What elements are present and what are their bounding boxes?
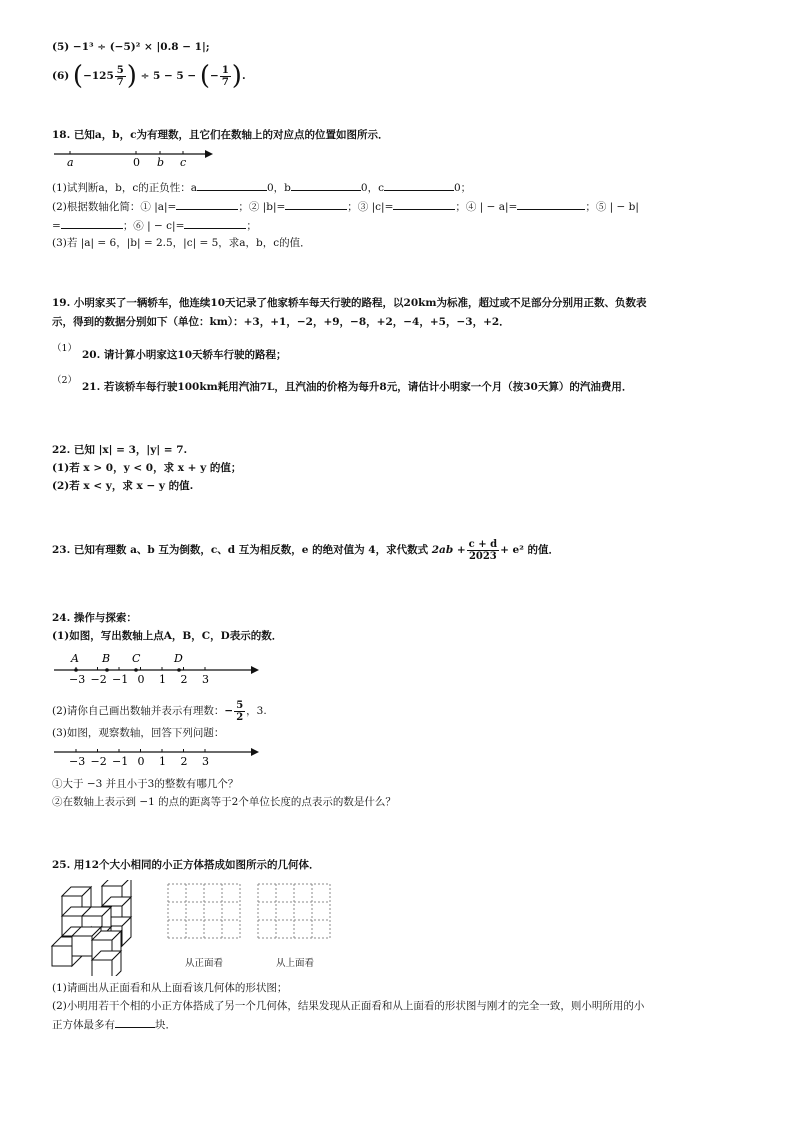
p18-label-a: a	[67, 156, 74, 169]
p17-frac-b: $\frac{1}{7}$	[221, 64, 229, 88]
tick-label: 1	[159, 673, 166, 686]
p18-label-b: b	[157, 156, 165, 169]
p19-sub2-number: （2）	[52, 375, 78, 386]
p17-item5: (5) −1³ ÷ (−5)² × |0.8 − 1|;	[52, 41, 210, 53]
tick-label: −1	[112, 755, 129, 768]
p24-q2: (2)请你自己画出数轴并表示有理数： − $\frac{5}{2}$ ，3.	[52, 699, 267, 723]
p25-top-label: 从上面看	[276, 958, 315, 969]
tick-label: 0	[137, 755, 145, 768]
blank-abs-b[interactable]	[285, 199, 347, 210]
tick-label: −3	[69, 673, 86, 686]
p18-number-line	[50, 144, 220, 170]
p23: 23. 已知有理数 a、b 互为倒数，c、d 互为相反数，e 的绝对值为 4，求代数式 2ab + $\frac{c + d}{2023}$ + e² 的值．	[52, 538, 559, 562]
p24-number-line-blank	[50, 742, 265, 768]
point-label-A: A	[71, 652, 79, 665]
p25-front-view-grid	[166, 880, 244, 944]
p19-line1: 19. 小明家买了一辆轿车，他连续10天记录了他家轿车每天行驶的路程，以20km为标准，超过或不足部分分别用正数、负数表	[52, 297, 647, 309]
p25-title: 25. 用12个大小相同的小正方体搭成如图所示的几何体．	[52, 859, 320, 871]
p24-fraction: $\frac{5}{2}$	[236, 699, 244, 723]
p25-cube-figure	[48, 880, 148, 976]
p17-item6-b: −	[210, 70, 219, 82]
p22-line1: 22. 已知 |x| = 3，|y| = 7.	[52, 444, 188, 456]
tick-label: 2	[180, 755, 188, 768]
blank-abs-neg-c[interactable]	[184, 218, 246, 229]
p17-item6-mid: ÷ 5 − 5 −	[140, 70, 197, 82]
p25-q1: (1)请画出从正面看和从上面看该几何体的形状图；	[52, 982, 288, 994]
p23-fraction: $\frac{c + d}{2023}$	[468, 538, 498, 562]
point-label-B: B	[102, 652, 111, 665]
p18-q3: (3)若 |a| = 6，|b| = 2.5，|c| = 5，求a，b，c的值．	[52, 237, 311, 249]
cube-face	[92, 960, 112, 976]
p25-front-label: 从正面看	[185, 958, 224, 969]
blank-abs-c[interactable]	[393, 199, 455, 210]
point-label-D: D	[174, 652, 183, 665]
cube-face	[72, 936, 92, 956]
tick-label: 0	[137, 673, 145, 686]
p24-q1: (1)如图，写出数轴上点A，B，C，D表示的数．	[52, 630, 283, 642]
point-A	[74, 668, 78, 672]
point-C	[134, 668, 138, 672]
p17-item6-a: −125	[83, 70, 114, 82]
tick-label: −2	[90, 755, 107, 768]
blank-abs-neg-b[interactable]	[61, 218, 123, 229]
blank-max-cubes[interactable]	[115, 1017, 155, 1028]
p25-q2-line1: (2)小明用若干个相的小正方体搭成了另一个几何体，结果发现从正面看和从上面看的形状图与刚才的完全一致，则小明所用的小	[52, 1000, 645, 1012]
point-B	[105, 668, 109, 672]
p22-line3: (2)若 x < y，求 x − y 的值.	[52, 480, 194, 492]
tick-label: −2	[90, 673, 107, 686]
p18-q2-cont: = ；⑥ | − c|= ；	[52, 220, 257, 232]
p25-q2-line2: 正方体最多有 块．	[52, 1019, 176, 1031]
point-label-C: C	[132, 652, 141, 665]
p24-q3: (3)如图，观察数轴，回答下列问题：	[52, 727, 225, 739]
p19-line2: 示，得到的数据分别如下（单位：km）：+3，+1，−2，+9，−8，+2，−4，+5，−3，+2．	[52, 316, 510, 328]
p18-label-0: 0	[133, 156, 140, 169]
p17-item6-prefix: (6)	[52, 70, 70, 82]
tick-label: −1	[112, 673, 129, 686]
tick-label: 1	[159, 755, 166, 768]
p19-sub2: 21. 若该轿车每行驶100km耗用汽油7L，且汽油的价格为每升8元，请估计小明家一个月（按30天算）的汽油费用．	[82, 381, 633, 393]
blank-c-sign[interactable]	[384, 180, 454, 191]
blank-abs-neg-a[interactable]	[517, 199, 585, 210]
p24-title: 24. 操作与探索：	[52, 612, 137, 624]
p18-q1: (1)试判断a，b，c的正负性：a 0，b 0，c 0；	[52, 182, 472, 194]
p18-title: 18. 已知a，b，c为有理数，且它们在数轴上的对应点的位置如图所示．	[52, 129, 389, 141]
p17-frac-a: $\frac{5}{7}$	[116, 64, 124, 88]
blank-b-sign[interactable]	[291, 180, 361, 191]
tick-label: 3	[202, 755, 209, 768]
p19-sub1: 20. 请计算小明家这10天轿车行驶的路程；	[82, 349, 287, 361]
blank-abs-a[interactable]	[176, 199, 238, 210]
p18-label-c: c	[180, 156, 187, 169]
p17-item6: (6) ( −125 $\frac{5}{7}$ ) ÷ 5 − 5 − ( − $\frac{1}{7}$ ) .	[52, 61, 246, 91]
p24-number-line-points	[50, 648, 265, 688]
tick-label: 2	[180, 673, 188, 686]
p25-top-view-grid	[256, 880, 334, 944]
p22-line2: (1)若 x > 0，y < 0，求 x + y 的值；	[52, 462, 242, 474]
cube-face	[52, 946, 72, 966]
point-D	[177, 668, 181, 672]
p18-q2: (2)根据数轴化简：① |a|= ；② |b|= ；③ |c|= ；④ | − a|= ；⑤ | − b|	[52, 201, 639, 213]
tick-label: −3	[69, 755, 86, 768]
p24-q3-2: ②在数轴上表示到 −1 的点的距离等于2个单位长度的点表示的数是什么？	[52, 796, 396, 808]
p24-q3-1: ①大于 −3 并且小于3的整数有哪几个？	[52, 778, 239, 790]
blank-a-sign[interactable]	[197, 180, 267, 191]
p19-sub1-number: （1）	[52, 343, 78, 354]
tick-label: 3	[202, 673, 209, 686]
